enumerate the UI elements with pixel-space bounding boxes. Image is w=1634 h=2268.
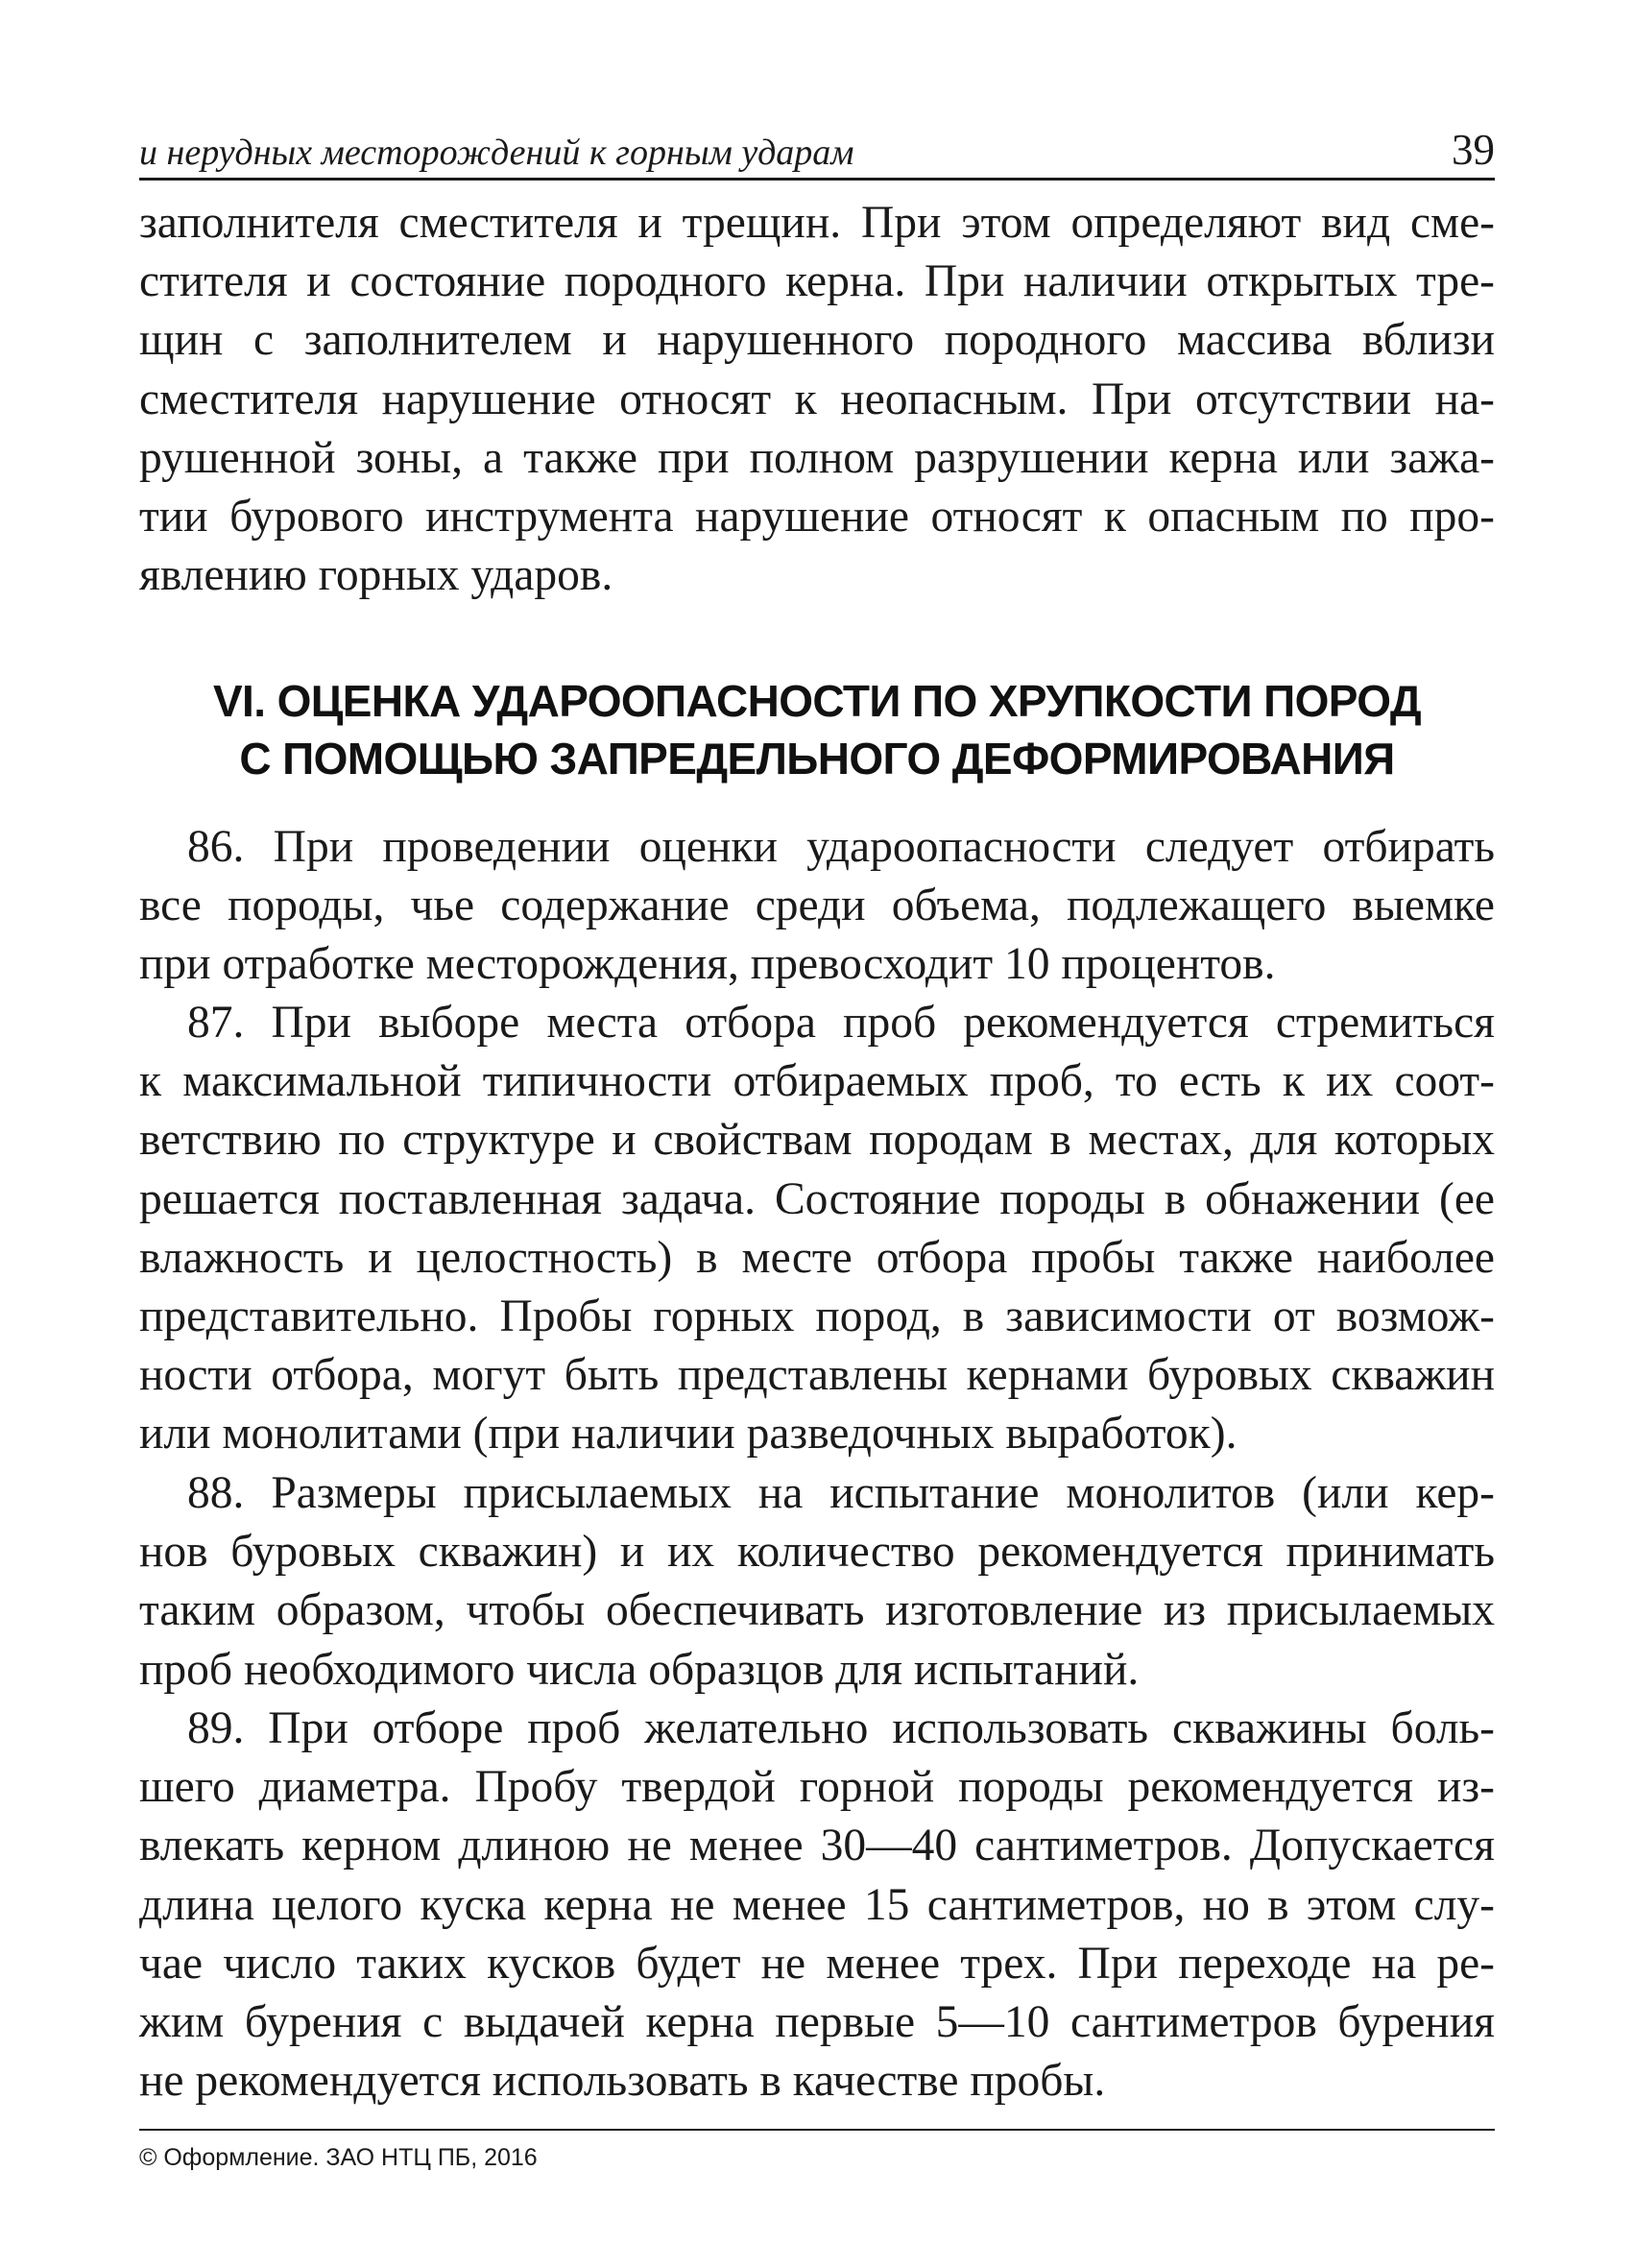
text-line: представительно. Пробы горных пород, в зависимости от возмож- xyxy=(139,1291,1495,1341)
text-line: жим бурения с выдачей керна первые 5—10 сантиметров бурения xyxy=(139,1996,1495,2047)
paragraph-86 xyxy=(139,818,1495,995)
text-line: к максимальной типичности отбираемых проб, то есть к их соот- xyxy=(139,1056,1495,1107)
text-line: 87. При выборе места отбора проб рекомендуется стремиться xyxy=(187,998,1495,1048)
text-line: ветствию по структуре и свойствам породам в местах, для которых xyxy=(139,1115,1495,1166)
text-line: проб необходимого числа образцов для испытаний. xyxy=(139,1644,1140,1695)
paragraph-87 xyxy=(139,994,1495,1464)
intro-paragraph xyxy=(139,194,1495,605)
text-line: шего диаметра. Пробу твердой горной породы рекомендуется из- xyxy=(139,1762,1495,1813)
text-line: тии бурового инструмента нарушение относят к опасным по про- xyxy=(139,491,1495,542)
text-line: нов буровых скважин) и их количество рекомендуется принимать xyxy=(139,1527,1495,1578)
footer-copyright: © Оформление. ЗАО НТЦ ПБ, 2016 xyxy=(139,2144,538,2171)
running-header xyxy=(139,123,1495,181)
text-line: влекать керном длиною не менее 30—40 сантиметров. Допускается xyxy=(139,1821,1495,1871)
paragraph-88 xyxy=(139,1464,1495,1700)
text-line: влажность и целостность) в месте отбора пробы также наиболее xyxy=(139,1232,1495,1283)
running-title: и нерудных месторождений к горным ударам xyxy=(139,133,854,173)
text-line: чае число таких кусков будет не менее трех. При переходе на ре- xyxy=(139,1938,1495,1989)
text-line: 88. Размеры присылаемых на испытание монолитов (или кер- xyxy=(187,1468,1495,1518)
text-line: решается поставленная задача. Состояние породы в обнажении (ее xyxy=(139,1173,1495,1224)
footer-divider xyxy=(139,2129,1495,2131)
section-heading-line-1: VI. ОЦЕНКА УДАРООПАСНОСТИ ПО ХРУПКОСТИ ПОРОД xyxy=(212,676,1422,726)
header-divider xyxy=(139,178,1495,181)
text-line: ности отбора, могут быть представлены кернами буровых скважин xyxy=(139,1350,1495,1401)
paragraph-89 xyxy=(139,1700,1495,2111)
text-line: рушенной зоны, а также при полном разрушении керна или зажа- xyxy=(139,432,1495,483)
section-heading xyxy=(139,672,1495,787)
text-line: или монолитами (при наличии разведочных выработок). xyxy=(139,1409,1238,1460)
text-line: длина целого куска керна не менее 15 сантиметров, но в этом слу- xyxy=(139,1879,1495,1930)
text-line: таким образом, чтобы обеспечивать изготовление из присылаемых xyxy=(139,1585,1495,1636)
text-line: 89. При отборе проб желательно использовать скважины боль- xyxy=(187,1703,1495,1753)
text-line: 86. При проведении оценки удароопасности следует отбирать xyxy=(187,822,1495,872)
text-line: сместителя нарушение относят к неопасным. При отсутствии на- xyxy=(139,374,1495,424)
text-line: все породы, чье содержание среди объема, подлежащего выемке xyxy=(139,881,1495,931)
text-line: заполнителя сместителя и трещин. При этом определяют вид сме- xyxy=(139,198,1495,248)
page-number: 39 xyxy=(1452,126,1495,174)
section-heading-line-2: С ПОМОЩЬЮ ЗАПРЕДЕЛЬНОГО ДЕФОРМИРОВАНИЯ xyxy=(239,734,1395,784)
text-line: стителя и состояние породного керна. При наличии открытых тре- xyxy=(139,256,1495,307)
text-line: явлению горных ударов. xyxy=(139,550,613,601)
text-line: щин с заполнителем и нарушенного породного массива вблизи xyxy=(139,315,1495,366)
text-line: при отработке месторождения, превосходит 10 процентов. xyxy=(139,939,1276,990)
text-line: не рекомендуется использовать в качестве пробы. xyxy=(139,2056,1106,2107)
